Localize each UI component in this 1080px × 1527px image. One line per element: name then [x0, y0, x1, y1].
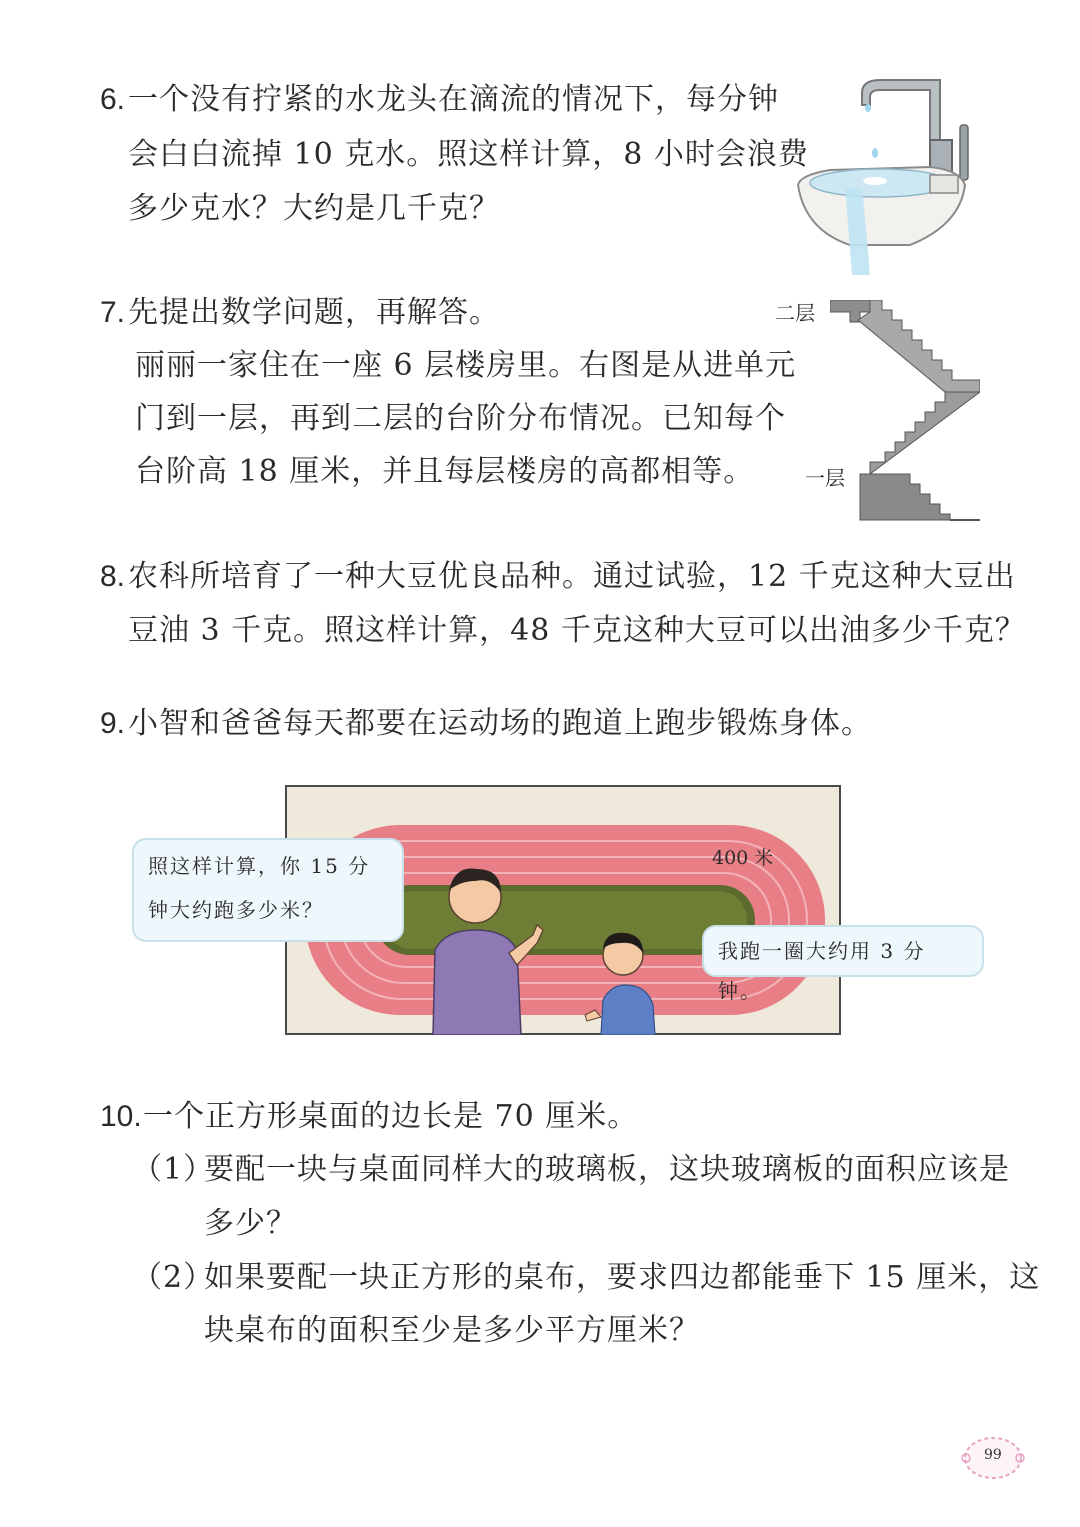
q6-line-2: 会白白流掉 10 克水。照这样计算，8 小时会浪费: [128, 137, 809, 172]
stairs-diagram: [830, 300, 980, 525]
page-number: 99: [984, 1447, 1002, 1463]
faucet-sink-illustration: [790, 75, 990, 275]
q10-sub2-line-2: 块桌布的面积至少是多少平方厘米？: [204, 1313, 700, 1348]
father-speech-bubble: [132, 838, 404, 942]
q10-sub2-number: （2）: [132, 1260, 215, 1295]
q9-number: 9.: [100, 707, 126, 740]
q10-sub2-line-1: 如果要配一块正方形的桌布，要求四边都能垂下 15 厘米，这: [204, 1260, 1041, 1295]
q8-number: 8.: [100, 560, 126, 593]
q8-line-1: 农科所培育了一种大豆优良品种。通过试验，12 千克这种大豆出: [128, 559, 1016, 594]
father-speech-line-2: 钟大约跑多少米？: [148, 898, 324, 922]
q10-title: 一个正方形桌面的边长是 70 厘米。: [143, 1099, 639, 1134]
boy-speech-text: 我跑一圈大约用 3 分钟。: [718, 939, 926, 1003]
q6-line-3: 多少克水？大约是几千克？: [128, 191, 500, 226]
father-speech-line-1: 照这样计算，你 15 分: [148, 854, 371, 878]
q10-sub1-line-2: 多少？: [204, 1206, 297, 1241]
q10-sub1-number: （1）: [132, 1152, 215, 1187]
q6-number: 6.: [100, 83, 126, 116]
q7-line-3: 台阶高 18 厘米，并且每层楼房的高都相等。: [135, 454, 755, 489]
track-length-label: 400 米: [712, 847, 774, 869]
q7-line-2: 门到一层，再到二层的台阶分布情况。已知每个: [135, 401, 786, 436]
boy-speech-bubble: [702, 925, 984, 1003]
q10-number: 10.: [100, 1100, 142, 1133]
floor-1-label: 一层: [805, 466, 845, 490]
q7-number: 7.: [100, 296, 126, 329]
q10-sub1-line-1: 要配一块与桌面同样大的玻璃板，这块玻璃板的面积应该是: [204, 1152, 1010, 1187]
floor-2-label: 二层: [775, 301, 815, 325]
q7-line-1: 丽丽一家住在一座 6 层楼房里。右图是从进单元: [135, 348, 797, 383]
q8-line-2: 豆油 3 千克。照这样计算，48 千克这种大豆可以出油多少千克？: [128, 613, 1026, 648]
q7-title: 先提出数学问题，再解答。: [128, 295, 500, 330]
q9-line: 小智和爸爸每天都要在运动场的跑道上跑步锻炼身体。: [128, 706, 872, 741]
q6-line-1: 一个没有拧紧的水龙头在滴流的情况下，每分钟: [128, 82, 779, 117]
